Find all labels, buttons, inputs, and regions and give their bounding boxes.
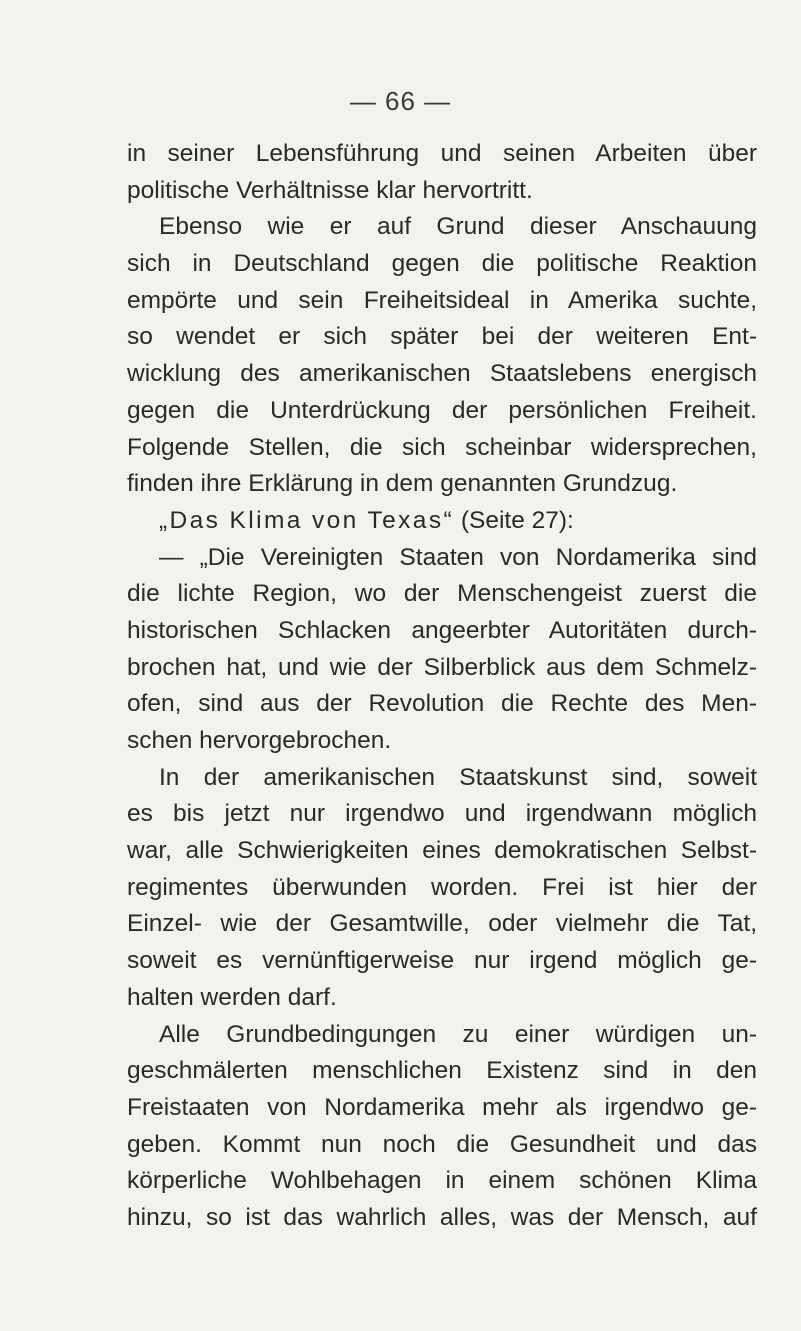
text-line: es bis jetzt nur irgendwo und irgendwann möglich (127, 800, 757, 828)
text-line: Einzel- wie der Gesamtwille, oder vielmehr die Tat, (127, 910, 757, 938)
text-line: gegen die Unterdrückung der persönlichen Freiheit. (127, 396, 757, 424)
text-line: ofen, sind aus der Revolution die Rechte des Men- (127, 690, 757, 718)
text-line: hinzu, so ist das wahrlich alles, was der Mensch, auf (127, 1203, 757, 1231)
text-line: politische Verhältnisse klar hervortritt. (127, 176, 533, 204)
text-line: schen hervorgebrochen. (127, 727, 392, 754)
text-line: war, alle Schwierigkeiten eines demokratischen Selbst- (127, 837, 757, 865)
text-line (127, 503, 757, 540)
text-line: soweit es vernünftigerweise nur irgend möglich ge- (127, 947, 757, 975)
text-line: finden ihre Erklärung in dem genannten Grundzug. (127, 470, 678, 498)
text-line: Alle Grundbedingungen zu einer würdigen un- (159, 1020, 757, 1048)
text-line: Ebenso wie er auf Grund dieser Anschauung (159, 213, 757, 241)
text-line: in seiner Lebensführung und seinen Arbeiten über (127, 140, 757, 167)
title-suffix: (Seite 27): (454, 506, 574, 534)
text-line: brochen hat, und wie der Silberblick aus dem Schmelz- (127, 653, 757, 681)
text-line: sich in Deutschland gegen die politische Reaktion (127, 250, 757, 278)
spaced-title: „Das Klima von Texas“ (159, 506, 455, 534)
page-number: — 66 — (349, 86, 452, 116)
text-line: geben. Kommt nun noch die Gesundheit und das (127, 1130, 757, 1158)
text-line: In der amerikanischen Staatskunst sind, soweit (159, 763, 757, 791)
text-line: Folgende Stellen, die sich scheinbar widersprechen, (127, 433, 757, 461)
text-line: Freistaaten von Nordamerika mehr als irgendwo ge- (127, 1093, 757, 1121)
text-line: wicklung des amerikanischen Staatslebens energisch (127, 360, 757, 388)
text-line: so wendet er sich später bei der weiteren Ent- (127, 323, 757, 351)
text-line: empörte und sein Freiheitsideal in Amerika suchte, (127, 286, 757, 314)
text-line: geschmälerten menschlichen Existenz sind in den (127, 1057, 757, 1085)
text-line: historischen Schlacken angeerbter Autoritäten durch- (127, 616, 757, 644)
text-line: körperliche Wohlbehagen in einem schönen Klima (127, 1167, 757, 1195)
text-line: halten werden darf. (127, 983, 337, 1011)
text-line: — „Die Vereinigten Staaten von Nordamerika sind (159, 543, 757, 571)
text-line: regimentes überwunden worden. Frei ist hier der (127, 873, 757, 901)
text-line: die lichte Region, wo der Menschengeist zuerst die (127, 580, 757, 608)
body-text (127, 136, 757, 1237)
